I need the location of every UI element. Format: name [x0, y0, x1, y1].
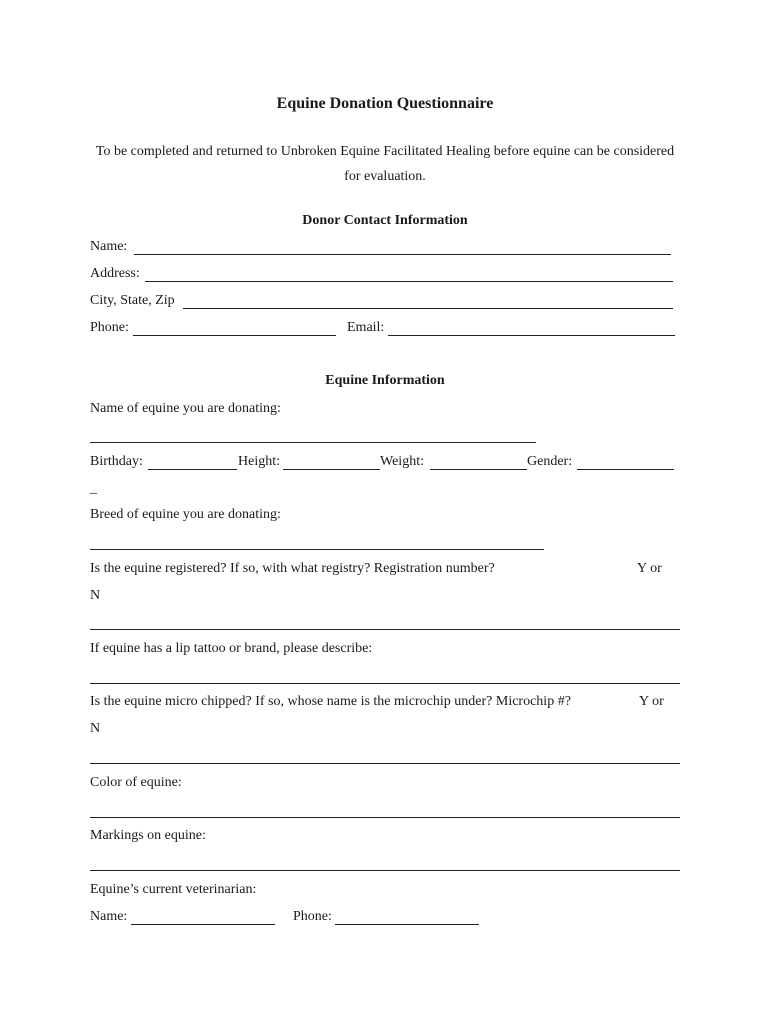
- birthday-field[interactable]: [148, 469, 237, 470]
- microchip-yes-option[interactable]: Y or: [639, 694, 664, 709]
- registered-no-option[interactable]: N: [90, 588, 101, 603]
- weight-label: Weight:: [380, 454, 424, 469]
- equine-section-heading: Equine Information: [325, 373, 445, 388]
- equine-name-field[interactable]: [90, 442, 536, 443]
- equine-name-question: Name of equine you are donating:: [90, 401, 281, 416]
- registered-yes-option[interactable]: Y or: [637, 561, 662, 576]
- markings-field[interactable]: [90, 870, 680, 871]
- microchip-field[interactable]: [90, 763, 680, 764]
- birthday-label: Birthday:: [90, 454, 143, 469]
- gender-field[interactable]: [577, 469, 674, 470]
- donor-address-field[interactable]: [145, 281, 673, 282]
- color-question: Color of equine:: [90, 775, 182, 790]
- donor-name-field[interactable]: [134, 254, 671, 255]
- color-field[interactable]: [90, 817, 680, 818]
- tattoo-question: If equine has a lip tattoo or brand, please describe:: [90, 641, 373, 656]
- registered-field[interactable]: [90, 629, 680, 630]
- intro-line-1: To be completed and returned to Unbroken Equine Facilitated Healing before equine can be considered: [95, 144, 675, 159]
- donor-section-heading: Donor Contact Information: [302, 213, 468, 228]
- height-label: Height:: [238, 454, 280, 469]
- donor-address-label: Address:: [90, 266, 140, 281]
- donor-phone-field[interactable]: [133, 335, 336, 336]
- height-field[interactable]: [283, 469, 380, 470]
- donor-city-state-zip-field[interactable]: [183, 308, 673, 309]
- intro-line-2: for evaluation.: [344, 169, 426, 184]
- donor-phone-label: Phone:: [90, 320, 129, 335]
- weight-field[interactable]: [430, 469, 527, 470]
- vet-name-field[interactable]: [131, 924, 275, 925]
- veterinarian-question: Equine’s current veterinarian:: [90, 882, 257, 897]
- vet-phone-field[interactable]: [335, 924, 479, 925]
- tattoo-field[interactable]: [90, 683, 680, 684]
- breed-field[interactable]: [90, 549, 544, 550]
- donor-email-field[interactable]: [388, 335, 675, 336]
- vet-phone-label: Phone:: [293, 909, 332, 924]
- vet-name-label: Name:: [90, 909, 128, 924]
- donor-city-state-zip-label: City, State, Zip: [90, 293, 175, 308]
- microchip-no-option[interactable]: N: [90, 721, 101, 736]
- breed-question: Breed of equine you are donating:: [90, 507, 281, 522]
- donor-email-label: Email:: [347, 320, 385, 335]
- page-title: Equine Donation Questionnaire: [276, 95, 494, 112]
- gender-field-overflow: _: [90, 481, 97, 496]
- registered-question: Is the equine registered? If so, with what registry? Registration number?: [90, 561, 495, 576]
- gender-label: Gender:: [527, 454, 573, 469]
- microchip-question: Is the equine micro chipped? If so, whose name is the microchip under? Microchip #?: [90, 694, 571, 709]
- markings-question: Markings on equine:: [90, 828, 206, 843]
- donor-name-label: Name:: [90, 239, 128, 254]
